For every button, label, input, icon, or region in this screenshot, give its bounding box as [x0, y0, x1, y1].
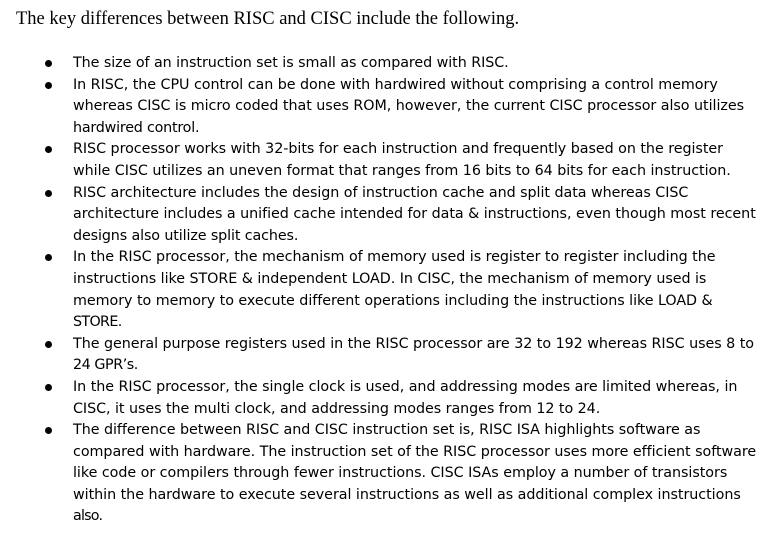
list-item	[0, 75, 778, 140]
bullet-icon	[45, 60, 52, 67]
list-item	[0, 53, 778, 75]
list-item-text: The difference between RISC and CISC instruction set is, RISC ISA highlights software as	[73, 422, 701, 439]
list-item-text: while CISC utilizes an uneven format that ranges from 16 bits to 64 bits for each instruction.	[73, 162, 731, 179]
list-item	[0, 139, 778, 182]
list-item-text: designs also utilize split caches.	[73, 227, 299, 244]
list-item-text: instructions like STORE & independent LOAD. In CISC, the mechanism of memory used is	[73, 270, 707, 287]
list-item-text: like code or compilers through fewer instructions. CISC ISAs employ a number of transistors	[73, 465, 728, 482]
list-item-text: compared with hardware. The instruction set of the RISC processor uses more efficient software	[73, 443, 757, 460]
bullet-icon	[45, 384, 52, 391]
list-item-text: In RISC, the CPU control can be done with hardwired without comprising a control memory	[73, 76, 718, 93]
list-item-text: STORE.	[73, 314, 122, 331]
list-item-text: within the hardware to execute several instructions as well as additional complex instructions	[73, 486, 741, 503]
list-item	[0, 420, 778, 528]
list-item-text: hardwired control.	[73, 119, 200, 136]
list-item	[0, 247, 778, 333]
page-heading: The key differences between RISC and CISC include the following.	[16, 9, 520, 29]
list-item-text: The general purpose registers used in the RISC processor are 32 to 192 whereas RISC uses 8 to	[73, 335, 754, 352]
list-item-text: The size of an instruction set is small as compared with RISC.	[73, 55, 509, 71]
list-item-text: whereas CISC is micro coded that uses ROM, however, the current CISC processor also utilizes	[73, 98, 744, 115]
list-item-text: also.	[73, 508, 103, 525]
list-item	[0, 334, 778, 377]
list-item-text: architecture includes a unified cache intended for data & instructions, even though most recent	[73, 206, 756, 223]
list-item	[0, 183, 778, 248]
list-item-text: RISC processor works with 32-bits for each instruction and frequently based on the register	[73, 141, 723, 158]
bullet-icon	[45, 190, 52, 197]
bullet-icon	[45, 341, 52, 348]
list-item-text: 24 GPR’s.	[73, 357, 138, 374]
bullet-icon	[45, 254, 52, 261]
difference-list	[0, 53, 778, 528]
list-item-text: RISC architecture includes the design of instruction cache and split data whereas CISC	[73, 184, 689, 201]
list-item-text: In the RISC processor, the mechanism of memory used is register to register including the	[73, 249, 716, 266]
bullet-icon	[45, 146, 52, 153]
list-item-text: memory to memory to execute different operations including the instructions like LOAD &	[73, 292, 713, 309]
list-item-text: In the RISC processor, the single clock is used, and addressing modes are limited whereas, in	[73, 378, 738, 395]
bullet-icon	[45, 427, 52, 434]
list-item-text: CISC, it uses the multi clock, and addressing modes ranges from 12 to 24.	[73, 400, 601, 417]
list-item	[0, 377, 778, 420]
bullet-icon	[45, 82, 52, 89]
